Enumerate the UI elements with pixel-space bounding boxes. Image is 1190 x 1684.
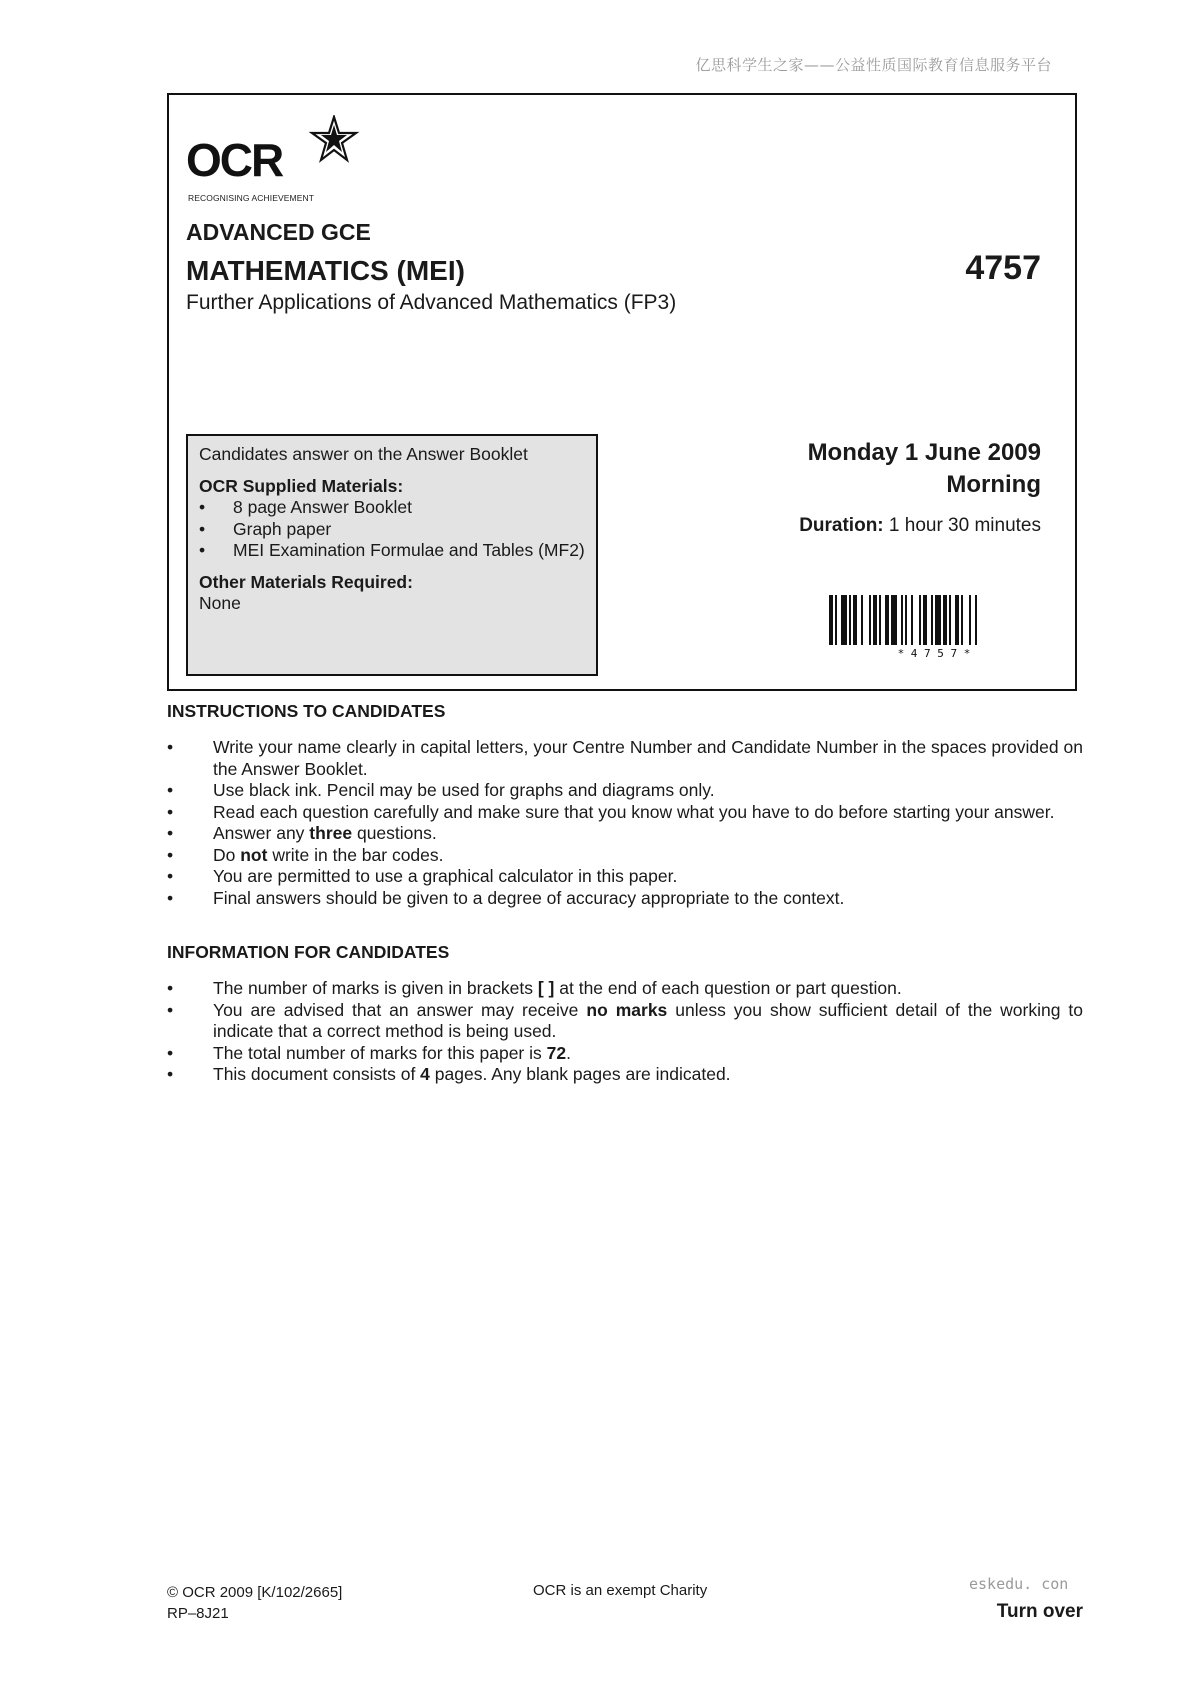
barcode-bar xyxy=(905,595,907,645)
barcode-bar xyxy=(885,595,889,645)
paper-code: 4757 xyxy=(965,249,1041,287)
watermark-header: 亿思科学生之家——公益性质国际教育信息服务平台 xyxy=(695,56,1052,74)
bullet-icon: • xyxy=(167,978,174,998)
barcode-bar xyxy=(955,595,959,645)
supplied-materials-heading: OCR Supplied Materials: xyxy=(199,475,404,496)
list-item: • You are advised that an answer may receive no marks unless you show sufficient detail of the working to indicate that a correct method is being used. xyxy=(167,999,1083,1041)
barcode-bar xyxy=(873,595,877,645)
list-item: • This document consists of 4 pages. Any blank pages are indicated. xyxy=(167,1064,731,1084)
instructions-heading: INSTRUCTIONS TO CANDIDATES xyxy=(167,701,446,721)
logo-tagline: RECOGNISING ACHIEVEMENT xyxy=(188,193,315,203)
star-icon xyxy=(304,115,362,167)
list-item: • The total number of marks for this paper is 72. xyxy=(167,1042,571,1063)
site-watermark: eskedu. con xyxy=(969,1575,1069,1593)
barcode-bar xyxy=(935,595,941,645)
charity-note: OCR is an exempt Charity xyxy=(533,1582,708,1599)
barcode-bar xyxy=(949,595,951,645)
list-item: • Graph paper xyxy=(199,518,332,539)
bullet-icon: • xyxy=(167,737,174,757)
information-list xyxy=(167,978,1083,1086)
barcode-bar xyxy=(961,595,963,645)
bullet-icon: • xyxy=(199,518,206,539)
list-item: • Write your name clearly in capital letters, your Centre Number and Candidate Number in the spaces provided on the Answer Booklet. xyxy=(167,737,1083,779)
bullet-icon: • xyxy=(167,887,174,908)
bullet-icon: • xyxy=(167,823,174,843)
exam-details xyxy=(799,437,1041,537)
information-heading: INFORMATION FOR CANDIDATES xyxy=(167,942,450,962)
barcode-bar xyxy=(911,595,913,645)
barcode-bar xyxy=(879,595,881,645)
other-materials-heading: Other Materials Required: xyxy=(199,571,413,592)
subject-title: MATHEMATICS (MEI) xyxy=(186,255,465,286)
logo-text: OCR xyxy=(186,134,283,186)
barcode-bar xyxy=(923,595,927,645)
bullet-icon: • xyxy=(199,497,206,517)
bullet-icon: • xyxy=(167,1042,174,1063)
copyright-text: © OCR 2009 [K/102/2665] xyxy=(167,1584,343,1601)
barcode-bar xyxy=(891,595,897,645)
barcode-bar xyxy=(861,595,863,645)
list-item: • You are permitted to use a graphical calculator in this paper. xyxy=(167,866,678,886)
list-item: • Do not write in the bar codes. xyxy=(167,844,444,865)
bullet-icon: • xyxy=(167,801,174,822)
barcode-bar xyxy=(975,595,977,645)
barcode-bar xyxy=(901,595,903,645)
qualification: ADVANCED GCE xyxy=(186,219,371,245)
barcode-bar xyxy=(835,595,837,645)
duration-label: Duration: xyxy=(799,515,884,536)
barcode-bar xyxy=(849,595,851,645)
turn-over-label: Turn over xyxy=(996,1601,1083,1622)
bullet-icon: • xyxy=(167,780,174,800)
exam-date: Monday 1 June 2009 xyxy=(807,439,1041,466)
answer-on-text: Candidates answer on the Answer Booklet xyxy=(199,444,528,464)
barcode xyxy=(827,595,1041,659)
list-item: • 8 page Answer Booklet xyxy=(199,497,413,517)
barcode-bar xyxy=(931,595,933,645)
bullet-icon: • xyxy=(167,1064,174,1084)
barcode-bar xyxy=(969,595,971,645)
list-item: • The number of marks is given in brackets [ ] at the end of each question or part question. xyxy=(167,978,902,998)
other-materials-value: None xyxy=(199,593,241,613)
bullet-icon: • xyxy=(167,999,174,1020)
instructions-list xyxy=(167,737,1083,909)
bullet-icon: • xyxy=(199,540,206,560)
footer-copyright xyxy=(167,1582,342,1624)
barcode-bar xyxy=(841,595,847,645)
list-item: • Answer any three questions. xyxy=(167,823,437,843)
barcode-bar xyxy=(869,595,871,645)
reference-code: RP–8J21 xyxy=(167,1605,229,1622)
duration-value: 1 hour 30 minutes xyxy=(888,515,1041,536)
barcode-bar xyxy=(829,595,833,645)
exam-duration xyxy=(799,515,1041,537)
list-item: • Use black ink. Pencil may be used for graphs and diagrams only. xyxy=(167,780,715,800)
bullet-icon: • xyxy=(167,844,174,865)
cover-box xyxy=(167,93,1077,691)
materials-box xyxy=(186,434,598,676)
list-item: • Final answers should be given to a degree of accuracy appropriate to the context. xyxy=(167,887,845,908)
ocr-logo xyxy=(186,115,356,203)
supplied-materials-list xyxy=(199,497,585,562)
list-item: • Read each question carefully and make sure that you know what you have to do before starting your answer. xyxy=(167,801,1055,822)
list-item: • MEI Examination Formulae and Tables (MF2) xyxy=(199,540,585,560)
unit-title: Further Applications of Advanced Mathematics (FP3) xyxy=(186,291,677,314)
exam-session: Morning xyxy=(946,471,1041,498)
barcode-bar xyxy=(943,595,947,645)
bullet-icon: • xyxy=(167,866,174,886)
barcode-text: * 4 7 5 7 * xyxy=(897,647,971,659)
barcode-bar xyxy=(919,595,921,645)
barcode-bar xyxy=(853,595,857,645)
